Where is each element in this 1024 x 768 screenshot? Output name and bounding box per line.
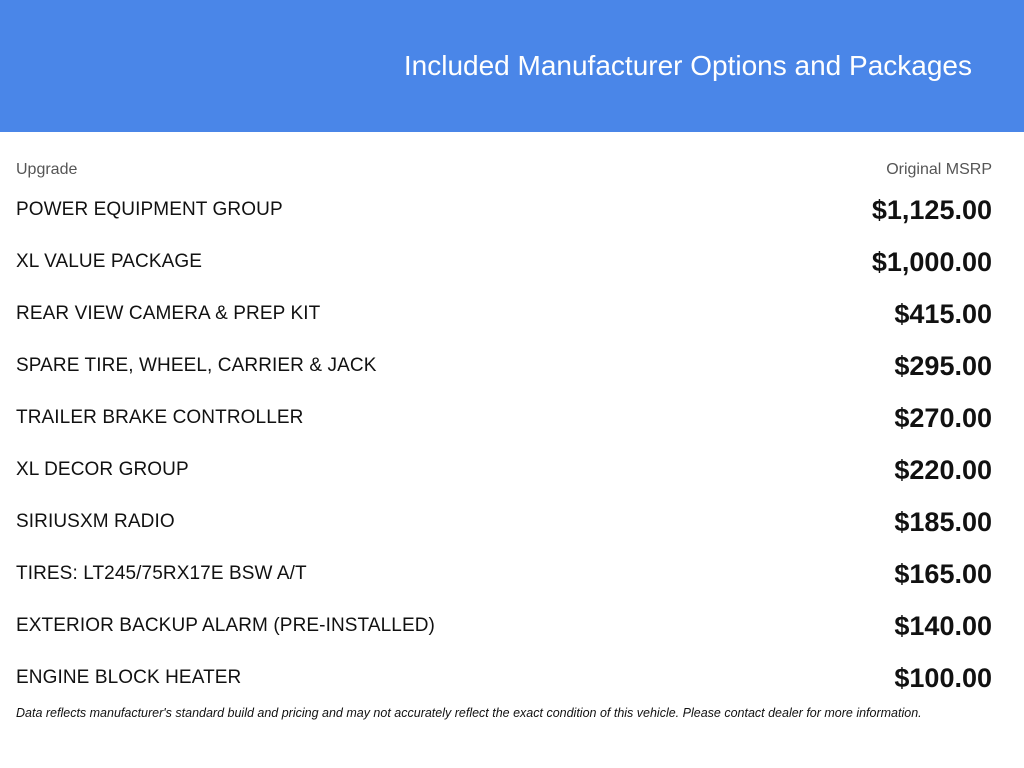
option-name: SPARE TIRE, WHEEL, CARRIER & JACK xyxy=(16,355,377,376)
options-content xyxy=(0,160,1024,720)
option-row xyxy=(16,236,992,288)
option-price: $415.00 xyxy=(894,298,992,329)
option-name: XL DECOR GROUP xyxy=(16,459,189,480)
option-row xyxy=(16,496,992,548)
option-price: $1,125.00 xyxy=(871,194,992,225)
option-price: $220.00 xyxy=(894,454,992,485)
page-header xyxy=(0,0,1024,132)
option-row xyxy=(16,600,992,652)
option-price: $140.00 xyxy=(894,610,992,641)
option-price: $185.00 xyxy=(894,506,992,537)
options-list xyxy=(16,184,992,704)
option-price: $295.00 xyxy=(894,350,992,381)
option-price: $165.00 xyxy=(894,558,992,589)
option-row xyxy=(16,548,992,600)
column-headers xyxy=(16,160,992,179)
option-name: POWER EQUIPMENT GROUP xyxy=(16,199,283,220)
option-name: EXTERIOR BACKUP ALARM (PRE-INSTALLED) xyxy=(16,615,435,636)
option-row xyxy=(16,340,992,392)
column-header-msrp: Original MSRP xyxy=(886,160,992,178)
option-name: ENGINE BLOCK HEATER xyxy=(16,667,242,688)
option-price: $100.00 xyxy=(894,662,992,693)
option-row xyxy=(16,184,992,236)
option-price: $270.00 xyxy=(894,402,992,433)
page-title: Included Manufacturer Options and Packages xyxy=(403,50,972,81)
option-row xyxy=(16,444,992,496)
column-header-upgrade: Upgrade xyxy=(16,160,78,178)
option-row xyxy=(16,392,992,444)
option-name: SIRIUSXM RADIO xyxy=(16,511,175,532)
disclaimer-text: Data reflects manufacturer's standard build and pricing and may not accurately reflect the exact condition of this vehicle. Please contact dealer for more information. xyxy=(16,706,922,720)
option-row xyxy=(16,288,992,340)
option-name: XL VALUE PACKAGE xyxy=(16,251,203,272)
option-price: $1,000.00 xyxy=(871,246,992,277)
option-row xyxy=(16,652,992,704)
option-name: TIRES: LT245/75RX17E BSW A/T xyxy=(16,563,307,584)
option-name: REAR VIEW CAMERA & PREP KIT xyxy=(16,303,321,324)
option-name: TRAILER BRAKE CONTROLLER xyxy=(16,407,304,428)
